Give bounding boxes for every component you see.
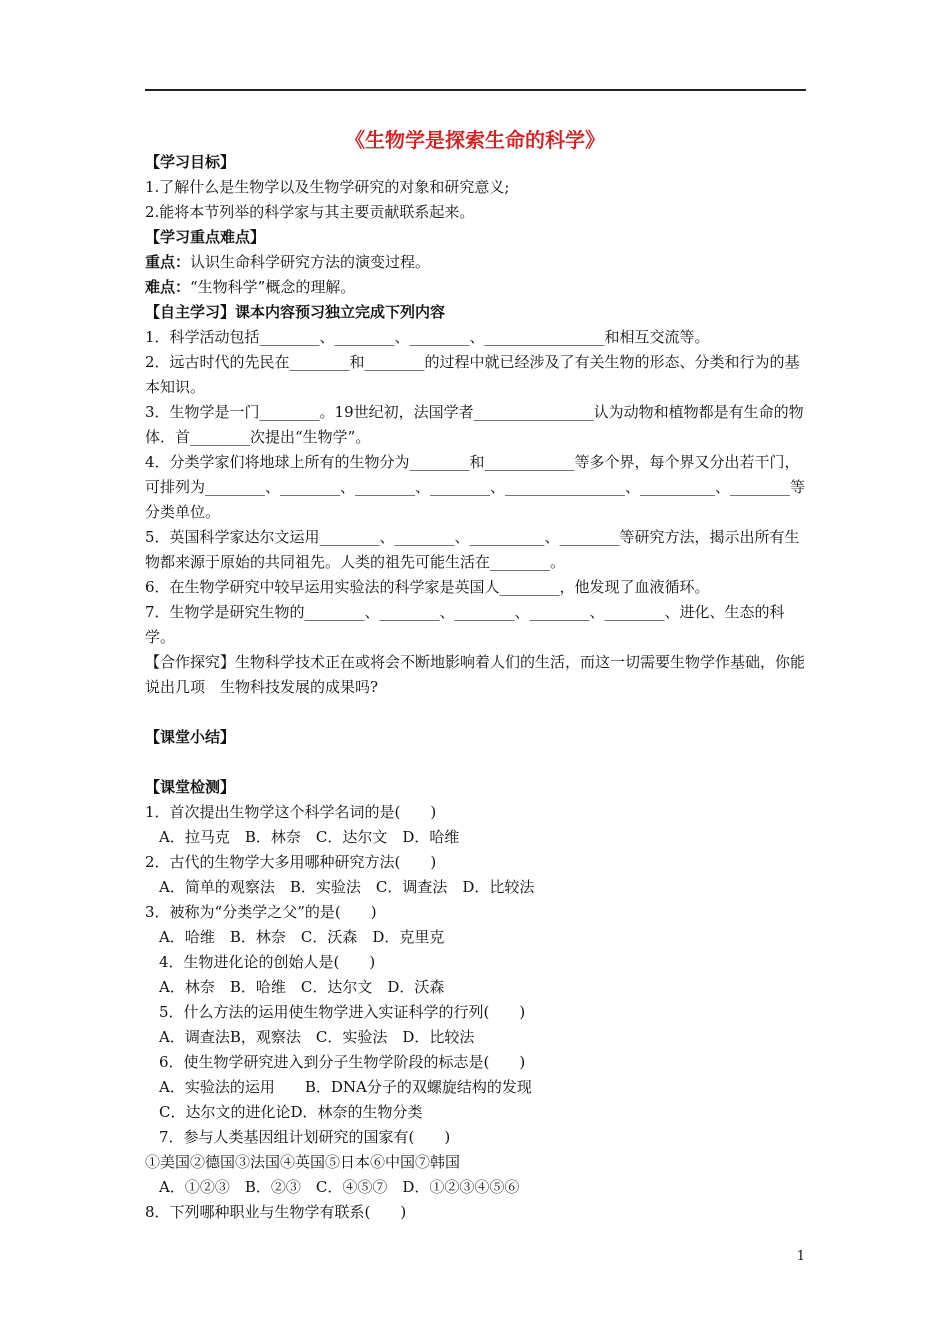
text-line <box>145 850 810 875</box>
text-line <box>145 275 810 300</box>
line-text: A．林奈 B．哈维 C．达尔文 D．沃森 <box>159 978 445 996</box>
text-line <box>145 725 810 750</box>
line-text: 4．生物进化论的创始人是( ) <box>159 953 376 971</box>
header-rule <box>145 89 806 91</box>
text-line <box>145 450 810 525</box>
text-line <box>145 900 810 925</box>
line-text: “生物科学”概念的理解。 <box>190 278 356 296</box>
line-text: 1．首次提出生物学这个科学名词的是( ) <box>145 803 437 821</box>
line-text: 1.了解什么是生物学以及生物学研究的对象和研究意义; <box>145 178 510 196</box>
line-text: 【学习目标】 <box>145 153 236 171</box>
text-line <box>145 225 810 250</box>
text-line <box>145 200 810 225</box>
line-text: 6．在生物学研究中较早运用实验法的科学家是英国人________，他发现了血液循环。 <box>145 578 710 596</box>
text-line <box>145 1150 810 1175</box>
line-text: 【课堂小结】 <box>145 728 236 746</box>
line-label: 重点： <box>145 253 191 271</box>
blank-line <box>145 750 810 775</box>
line-text: A．哈维 B．林奈 C．沃森 D．克里克 <box>159 928 445 946</box>
line-text: 3．被称为“分类学之父”的是( ) <box>145 903 377 921</box>
text-line <box>145 300 810 325</box>
line-text: 3．生物学是一门________。19世纪初，法国学者________________认为动物和植物都是有生命的物体．首________次提出“生物学”。 <box>145 403 804 446</box>
line-label: 难点： <box>145 278 191 296</box>
line-text: ①美国②德国③法国④英国⑤日本⑥中国⑦韩国 <box>145 1153 461 1171</box>
text-line <box>145 800 810 825</box>
text-line <box>145 250 810 275</box>
line-text: C．达尔文的进化论D．林奈的生物分类 <box>159 1103 423 1121</box>
text-line <box>145 650 810 700</box>
line-text: A．调查法B，观察法 C．实验法 D．比较法 <box>159 1028 475 1046</box>
line-text: 【学习重点难点】 <box>145 228 266 246</box>
text-line <box>145 175 810 200</box>
line-text: A．①②③ B．②③ C．④⑤⑦ D．①②③④⑤⑥ <box>159 1178 520 1196</box>
line-text: 5．什么方法的运用使生物学进入实证科学的行列( ) <box>159 1003 526 1021</box>
line-text: 【自主学习】课本内容预习独立完成下列内容 <box>145 303 446 321</box>
text-line <box>145 975 810 1000</box>
line-text: 【合作探究】生物科学技术正在或将会不断地影响着人们的生活，而这一切需要生物学作基础，你能说出几项 生物科技发展的成果吗? <box>145 653 806 696</box>
text-line <box>145 600 810 650</box>
line-text: 认识生命科学研究方法的演变过程。 <box>190 253 431 271</box>
text-line <box>145 925 810 950</box>
document-title: 《生物学是探索生命的科学》 <box>345 128 605 152</box>
text-line <box>145 950 810 975</box>
text-line <box>145 575 810 600</box>
line-text: 2．古代的生物学大多用哪种研究方法( ) <box>145 853 437 871</box>
text-line <box>145 1000 810 1025</box>
line-text: A．实验法的运用 B．DNA分子的双螺旋结构的发现 <box>159 1078 532 1096</box>
line-text: 【课堂检测】 <box>145 778 236 796</box>
blank-line <box>145 700 810 725</box>
text-line <box>145 350 810 400</box>
line-text: 5．英国科学家达尔文运用________、________、__________、________等研究方法，揭示出所有生物都来源于原始的共同祖先。人类的祖先可能生活在________。 <box>145 528 800 571</box>
line-text: 8．下列哪种职业与生物学有联系( ) <box>145 1203 407 1221</box>
text-line <box>145 1075 810 1100</box>
line-text: 7．参与人类基因组计划研究的国家有( ) <box>159 1128 451 1146</box>
text-line <box>145 325 810 350</box>
line-text: 2．远古时代的先民在________和________的过程中就已经涉及了有关生物的形态、分类和行为的基本知识。 <box>145 353 800 396</box>
page-number: 1 <box>796 1249 805 1264</box>
text-line <box>145 1050 810 1075</box>
text-line <box>145 875 810 900</box>
text-line <box>145 1125 810 1150</box>
line-text: 4．分类学家们将地球上所有的生物分为________和____________等多个界，每个界又分出若干门，可排列为________、________、________、________、________________、__________、________等分类单位。 <box>145 453 806 521</box>
text-line <box>145 400 810 450</box>
text-line <box>145 1025 810 1050</box>
line-text: 2.能将本节列举的科学家与其主要贡献联系起来。 <box>145 203 475 221</box>
text-line <box>145 150 810 175</box>
text-line <box>145 775 810 800</box>
line-text: 6．使生物学研究进入到分子生物学阶段的标志是( ) <box>159 1053 526 1071</box>
text-line <box>145 525 810 575</box>
document-body <box>145 150 810 1225</box>
line-text: A．拉马克 B．林奈 C．达尔文 D．哈维 <box>159 828 460 846</box>
text-line <box>145 825 810 850</box>
text-line <box>145 1100 810 1125</box>
line-text: A．简单的观察法 B．实验法 C．调查法 D．比较法 <box>159 878 535 896</box>
text-line <box>145 1175 810 1200</box>
text-line <box>145 1200 810 1225</box>
line-text: 7．生物学是研究生物的________、________、________、________、________、进化、生态的科学。 <box>145 603 785 646</box>
line-text: 1．科学活动包括________、________、________、________________和相互交流等。 <box>145 328 710 346</box>
